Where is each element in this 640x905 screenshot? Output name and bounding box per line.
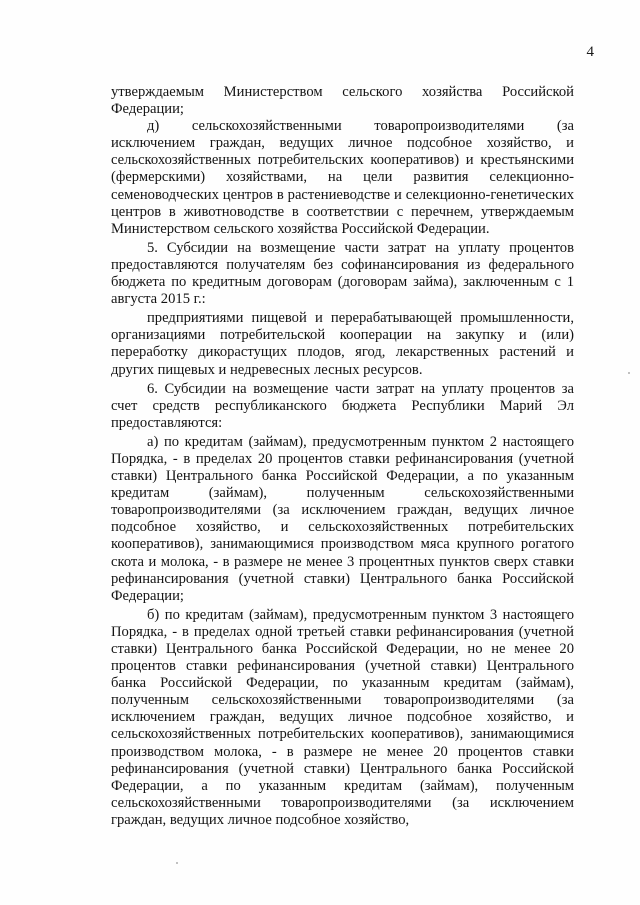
paragraph-item-d: д) сельскохозяйственными товаропроизводителями (за исключением граждан, ведущих личное подсобное хозяйство, и сельскохозяйственных потребительских кооперативов) и крестьянскими (фермерскими) хозяйствами, на цели развития селекционно-семеноводческих центров в растениеводстве и селекционно-генетических центров в животноводстве в соответствии с перечнем, утверждаемым Министерством сельского хозяйства Российской Федерации. xyxy=(111,118,574,237)
paragraph-continuation: утверждаемым Министерством сельского хозяйства Российской Федерации; xyxy=(111,84,574,118)
paragraph-item-a: а) по кредитам (займам), предусмотренным пунктом 2 настоящего Порядка, - в пределах 20 процентов ставки рефинансирования (учетной ставки) Центрального банка Российской Федерации, а по указанным кредитам (займам), полученным сельскохозяйственными товаропроизводителями (за исключением граждан, ведущих личное подсобное хозяйство, и сельскохозяйственных потребительских кооперативов), занимающимися производством мяса крупного рогатого скота и молока, - в размере не менее 3 процентных пунктов сверх ставки рефинансирования (учетной ставки) Центрального банка Российской Федерации; xyxy=(111,433,574,604)
scan-speck xyxy=(176,862,178,864)
paragraph-clause-5: 5. Субсидии на возмещение части затрат на уплату процентов предоставляются получателям без софинансирования из федерального бюджета по кредитным договорам (договорам займа), заключенным с 1 августа 2015 г.: xyxy=(111,239,574,308)
document-body xyxy=(111,84,574,829)
paragraph-clause-5-list: предприятиями пищевой и перерабатывающей промышленности, организациями потребительской кооперации на закупку и (или) переработку дикорастущих плодов, ягод, лекарственных растений и других пищевых и недревесных лесных ресурсов. xyxy=(111,310,574,378)
scan-speck xyxy=(628,372,630,374)
paragraph-clause-6: 6. Субсидии на возмещение части затрат на уплату процентов за счет средств республиканского бюджета Республики Марий Эл предоставляются: xyxy=(111,380,574,431)
paragraph-item-b: б) по кредитам (займам), предусмотренным пунктом 3 настоящего Порядка, - в пределах одной третьей ставки рефинансирования (учетной ставки) Центрального банка Российской Федерации, но не менее 20 процентов ставки рефинансирования (учетной ставки) Центрального банка Российской Федерации, по указанным кредитам (займам), полученным сельскохозяйственными товаропроизводителями (за исключением граждан, ведущих личное подсобное хозяйство, и сельскохозяйственных потребительских кооперативов), занимающимися производством молока, - в размере не менее 20 процентов ставки рефинансирования (учетной ставки) Центрального банка Российской Федерации, а по указанным кредитам (займам), полученным сельскохозяйственными товаропроизводителями (за исключением граждан, ведущих личное подсобное хозяйство, xyxy=(111,606,574,828)
page-number: 4 xyxy=(586,44,594,60)
